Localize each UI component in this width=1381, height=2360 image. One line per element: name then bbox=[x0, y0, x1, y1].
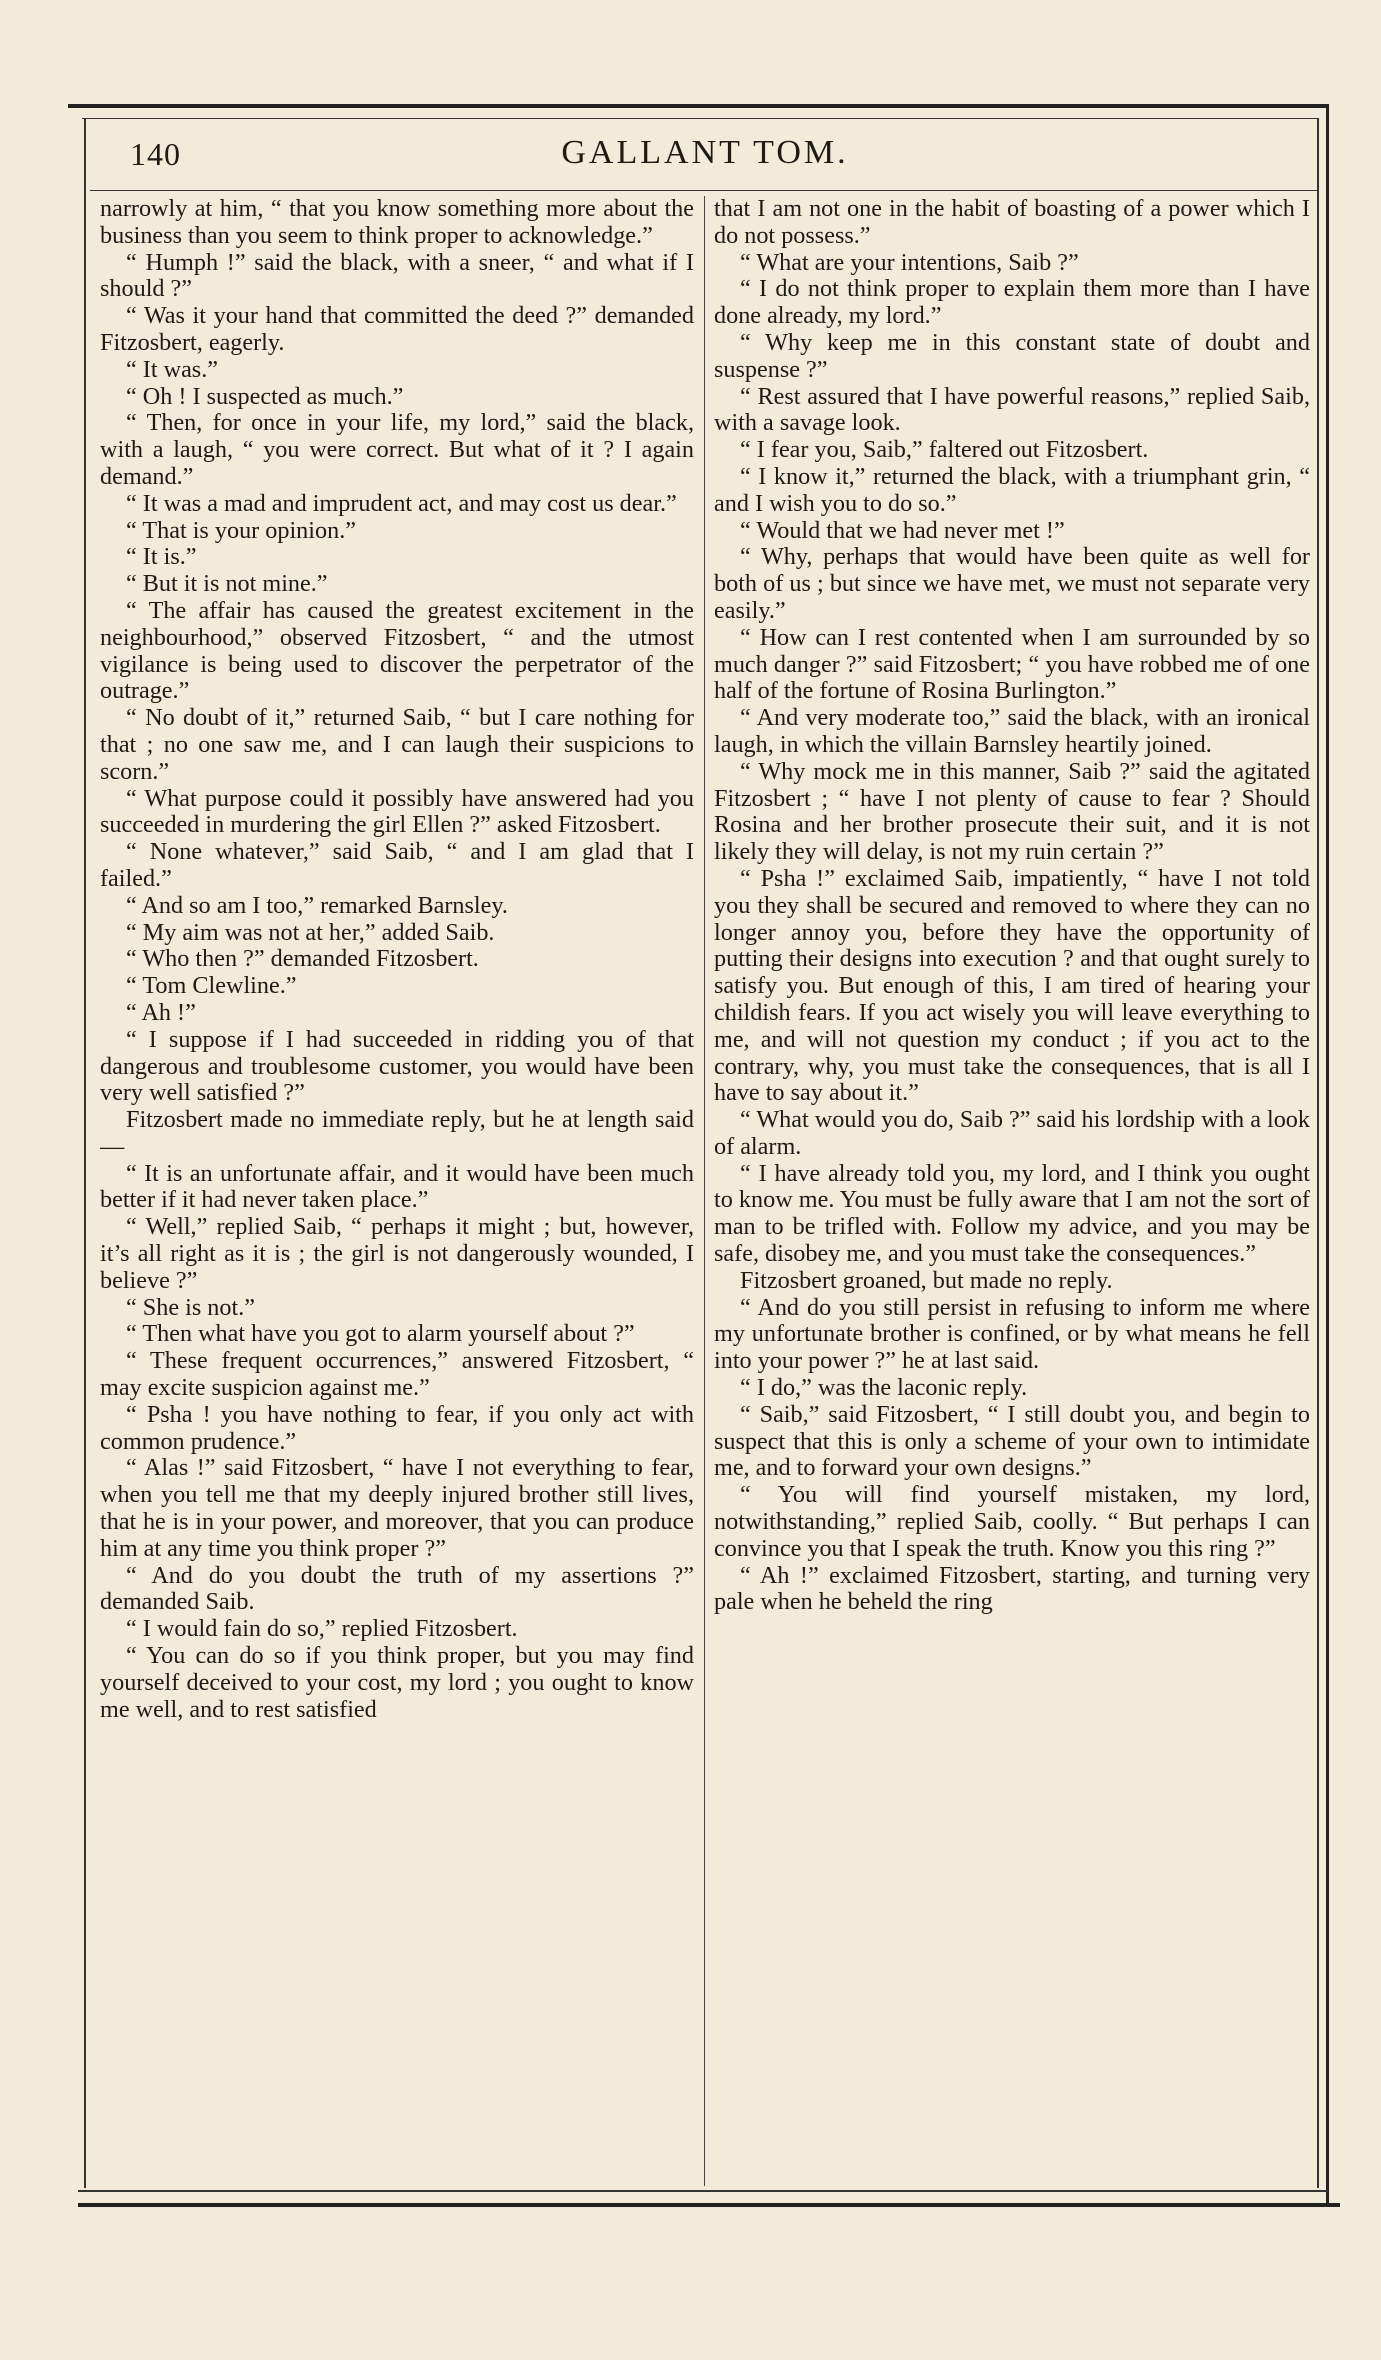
page-header bbox=[100, 128, 1310, 174]
paragraph: Fitzosbert made no immediate reply, but he at length said— bbox=[100, 1106, 694, 1160]
right-text-column bbox=[714, 196, 1310, 2186]
paragraph: “ Why mock me in this manner, Saib ?” said the agitated Fitzosbert ; “ have I not plenty of cause to fear ? Should Rosina and her brother prosecute their suit, and it is not likely they will delay, is not my ruin certain ?” bbox=[714, 757, 1310, 866]
paragraph: “ Tom Clewline.” bbox=[126, 972, 297, 1000]
top-inner-rule bbox=[82, 118, 1318, 119]
paragraph: “ Well,” replied Saib, “ perhaps it might ; but, however, it’s all right as it is ; the girl is not dangerously wounded, I believe ?” bbox=[100, 1213, 694, 1294]
paragraph: Fitzosbert groaned, but made no reply. bbox=[740, 1266, 1113, 1294]
page-number: 140 bbox=[130, 136, 181, 172]
paragraph: “ I fear you, Saib,” faltered out Fitzosbert. bbox=[740, 436, 1149, 464]
paragraph: “ Was it your hand that committed the deed ?” demanded Fitzosbert, eagerly. bbox=[100, 302, 694, 356]
paragraph: “ My aim was not at her,” added Saib. bbox=[126, 918, 495, 946]
paragraph: “ And so am I too,” remarked Barnsley. bbox=[126, 891, 508, 919]
paragraph: “ Then what have you got to alarm yourself about ?” bbox=[126, 1320, 635, 1348]
paragraph: “ None whatever,” said Saib, “ and I am glad that I failed.” bbox=[100, 838, 694, 892]
paragraph: “ Why keep me in this constant state of doubt and suspense ?” bbox=[714, 328, 1310, 383]
paragraph: “ I have already told you, my lord, and I think you ought to know me. You must be fully aware that I am not the sort of man to be trifled with. Follow my advice, and you may be safe, disobey me, and you must take the consequences.” bbox=[714, 1159, 1310, 1268]
top-border-rule bbox=[68, 104, 1328, 108]
paragraph: “ No doubt of it,” returned Saib, “ but I care nothing for that ; no one saw me, and I can laugh their suspicions to scorn.” bbox=[100, 704, 694, 785]
paragraph: “ I suppose if I had succeeded in ridding you of that dangerous and troublesome customer, you would have been very well satisfied ?” bbox=[100, 1025, 694, 1107]
paragraph: “ I do not think proper to explain them more than I have done already, my lord.” bbox=[714, 275, 1310, 330]
paragraph: “ These frequent occurrences,” answered Fitzosbert, “ may excite suspicion against me.” bbox=[100, 1347, 694, 1402]
header-rule bbox=[90, 190, 1318, 191]
paragraph: “ Saib,” said Fitzosbert, “ I still doubt you, and begin to suspect that this is only a scheme of your own to intimidate me, and to forward your own designs.” bbox=[714, 1400, 1310, 1482]
left-text-column bbox=[100, 196, 694, 2186]
paragraph: “ And do you still persist in refusing to inform me where my unfortunate brother is confined, or by what means he fell into your power ?” he at last said. bbox=[714, 1293, 1310, 1375]
paragraph: “ It was a mad and imprudent act, and may cost us dear.” bbox=[126, 489, 677, 517]
paragraph: “ But it is not mine.” bbox=[126, 570, 328, 598]
paragraph: “ It is.” bbox=[126, 543, 197, 571]
paragraph: “ And very moderate too,” said the black, with an ironical laugh, in which the villain Barnsley heartily joined. bbox=[714, 704, 1310, 758]
paragraph: “ Rest assured that I have powerful reasons,” replied Saib, with a savage look. bbox=[714, 382, 1310, 437]
paragraph: “ Psha ! you have nothing to fear, if you only act with common prudence.” bbox=[100, 1400, 694, 1455]
paragraph: “ Alas !” said Fitzosbert, “ have I not everything to fear, when you tell me that my deeply injured brother still lives, that he is in your power, and moreover, that you can produce him at any time you think proper ?” bbox=[100, 1454, 694, 1562]
paragraph: “ Then, for once in your life, my lord,” said the black, with a laugh, “ you were correct. But what of it ? I again demand.” bbox=[100, 409, 694, 490]
paragraph: “ And do you doubt the truth of my assertions ?” demanded Saib. bbox=[100, 1561, 694, 1616]
paragraph: narrowly at him, “ that you know something more about the business than you seem to think proper to acknowledge.” bbox=[100, 196, 694, 249]
paragraph: “ Why, perhaps that would have been quite as well for both of us ; but since we have met, we must not separate very easily.” bbox=[714, 543, 1310, 624]
running-title: GALLANT TOM. bbox=[561, 134, 849, 171]
paragraph: “ The affair has caused the greatest excitement in the neighbourhood,” observed Fitzosbert, “ and the utmost vigilance is being used to discover the perpetrator of the outrage.” bbox=[100, 596, 694, 705]
paragraph: “ I would fain do so,” replied Fitzosbert. bbox=[126, 1615, 518, 1643]
bottom-border-rule bbox=[78, 2203, 1340, 2207]
paragraph: “ It is an unfortunate affair, and it would have been much better if it had never taken place.” bbox=[100, 1159, 694, 1214]
paragraph: “ Ah !” bbox=[126, 998, 196, 1026]
paragraph: “ Humph !” said the black, with a sneer, “ and what if I should ?” bbox=[100, 248, 694, 303]
paragraph: “ Ah !” exclaimed Fitzosbert, starting, and turning very pale when he beheld the ring bbox=[714, 1561, 1310, 1616]
paragraph: “ Psha !” exclaimed Saib, impatiently, “ have I not told you they shall be secured and removed to where they can no longer annoy you, before they have the opportunity of putting their designs into execution ? and that ought surely to satisfy you. But enough of this, I am tired of hearing your childish fears. If you act wisely you will leave everything to me, and will not question my conduct ; if you act to the contrary, why, you must take the consequences, that is all I have to say about it.” bbox=[714, 864, 1310, 1107]
paragraph: “ You can do so if you think proper, but you may find yourself deceived to your cost, my lord ; you ought to know me well, and to rest satisfied bbox=[100, 1642, 694, 1723]
paragraph: “ She is not.” bbox=[126, 1293, 255, 1321]
paragraph: “ That is your opinion.” bbox=[126, 516, 356, 544]
paragraph: “ What are your intentions, Saib ?” bbox=[740, 248, 1079, 276]
paragraph: “ You will find yourself mistaken, my lord, notwithstanding,” replied Saib, coolly. “ But perhaps I can convince you that I speak the truth. Know you this ring ?” bbox=[714, 1481, 1310, 1562]
paragraph: “ Would that we had never met !” bbox=[740, 516, 1065, 544]
right-outer-frame-line bbox=[1326, 104, 1329, 2204]
column-divider bbox=[704, 196, 705, 2186]
right-frame-line bbox=[1317, 118, 1319, 2188]
paragraph: “ What would you do, Saib ?” said his lordship with a look of alarm. bbox=[714, 1106, 1310, 1160]
bottom-inner-rule bbox=[78, 2190, 1328, 2192]
paragraph: that I am not one in the habit of boasting of a power which I do not possess.” bbox=[714, 196, 1310, 249]
paragraph: “ Oh ! I suspected as much.” bbox=[126, 382, 404, 410]
paragraph: “ I know it,” returned the black, with a triumphant grin, “ and I wish you to do so.” bbox=[714, 462, 1310, 517]
left-frame-line bbox=[84, 118, 86, 2188]
paragraph: “ It was.” bbox=[126, 355, 219, 383]
paragraph: “ What purpose could it possibly have answered had you succeeded in murdering the girl Ellen ?” asked Fitzosbert. bbox=[100, 784, 694, 839]
paragraph: “ How can I rest contented when I am surrounded by so much danger ?” said Fitzosbert; “ you have robbed me of one half of the fortune of Rosina Burlington.” bbox=[714, 623, 1310, 705]
paragraph: “ I do,” was the laconic reply. bbox=[740, 1374, 1028, 1402]
paragraph: “ Who then ?” demanded Fitzosbert. bbox=[126, 945, 479, 973]
